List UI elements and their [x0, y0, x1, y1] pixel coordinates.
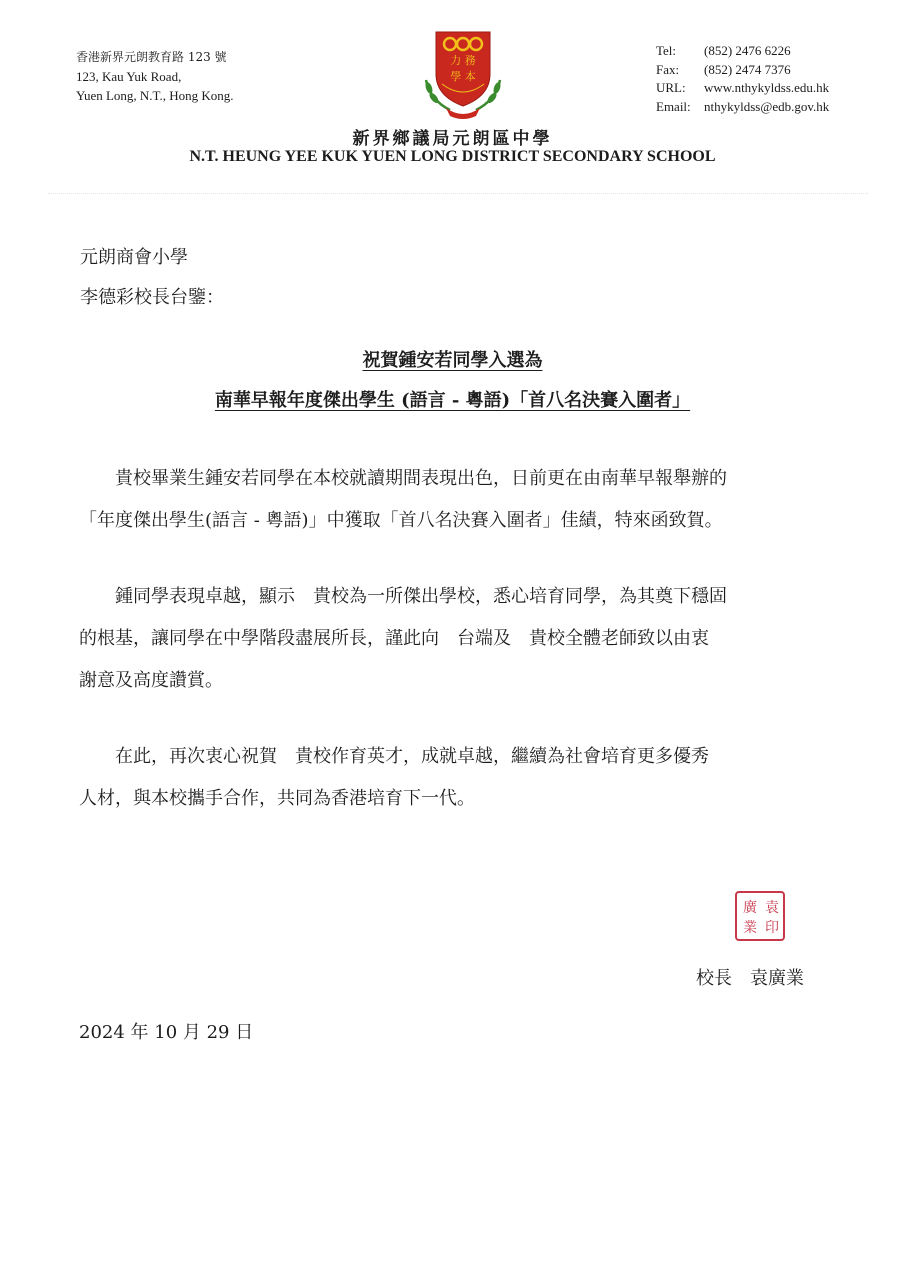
svg-text:學 本: 學 本 — [450, 70, 476, 83]
svg-text:業: 業 — [743, 920, 757, 936]
recipient-salutation: 李德彩校長台鑒： — [80, 287, 224, 308]
paragraph-line: 鍾同學表現卓越，顯示 貴校為一所傑出學校，悉心培育同學，為其奠下穩固 — [79, 586, 727, 607]
contact-label: URL: — [656, 80, 686, 95]
school-address — [76, 48, 296, 105]
body-paragraph-1 — [79, 458, 847, 542]
paragraph-line: 的根基，讓同學在中學階段盡展所長，謹此向 台端及 貴校全體老師致以由衷 — [79, 628, 709, 649]
body-paragraph-2 — [79, 576, 847, 702]
svg-text:印: 印 — [765, 920, 779, 936]
school-name-zh: 新界鄉議局元朗區中學 — [352, 129, 553, 149]
paragraph-line: 在此，再次衷心祝賀 貴校作育英才，成就卓越，繼續為社會培育更多優秀 — [79, 746, 709, 767]
svg-text:廣: 廣 — [743, 900, 757, 916]
contact-label: Email: — [656, 98, 691, 114]
title-line1-text: 祝賀鍾安若同學入選為 — [362, 350, 543, 371]
school-crest-icon — [420, 28, 506, 120]
address-zh: 香港新界元朗教育路 123 號 — [76, 50, 227, 64]
paragraph-line: 貴校畢業生鍾安若同學在本校就讀期間表現出色，日前更在由南華早報舉辦的 — [79, 468, 727, 489]
paragraph-line: 「年度傑出學生(語言 - 粵語)」中獲取「首八名決賽入圍者」佳績，特來函致賀。 — [79, 510, 723, 531]
contact-row-tel — [656, 42, 896, 61]
paragraph-line: 人材，與本校攜手合作，共同為香港培育下一代。 — [79, 788, 475, 809]
address-en-line1: 123, Kau Yuk Road, — [76, 69, 182, 84]
body-paragraph-3 — [79, 736, 847, 820]
recipient-school: 元朗商會小學 — [80, 247, 188, 268]
address-en-line2: Yuen Long, N.T., Hong Kong. — [76, 88, 234, 103]
contact-row-url — [656, 79, 896, 98]
letter-title-line2 — [0, 386, 905, 412]
paragraph-line: 謝意及高度讚賞。 — [79, 670, 223, 691]
contact-label: Fax: — [656, 61, 680, 77]
contact-row-email — [656, 98, 896, 117]
contact-value: (852) 2476 6226 — [704, 43, 791, 58]
contact-label: Tel: — [656, 43, 677, 58]
contact-value: nthykyldss@edb.gov.hk — [704, 98, 830, 114]
letter-title-line1 — [0, 346, 905, 372]
svg-text:力 務: 力 務 — [450, 54, 476, 67]
header-divider — [48, 193, 868, 194]
contact-details — [656, 42, 896, 116]
letter-date: 2024 年 10 月 29 日 — [79, 1022, 254, 1043]
principal-seal-icon — [734, 890, 786, 942]
contact-row-fax — [656, 61, 896, 80]
svg-text:袁: 袁 — [765, 900, 779, 916]
contact-value: (852) 2474 7376 — [704, 61, 791, 77]
recipient-block — [80, 238, 224, 318]
contact-value: www.nthykyldss.edu.hk — [704, 80, 830, 95]
school-name-en: N.T. HEUNG YEE KUK YUEN LONG DISTRICT SECONDARY SCHOOL — [189, 148, 716, 165]
title-line2-text: 南華早報年度傑出學生 (語言 - 粵語)「首八名決賽入圍者」 — [214, 390, 691, 411]
principal-signature: 校長 袁廣業 — [696, 968, 804, 989]
